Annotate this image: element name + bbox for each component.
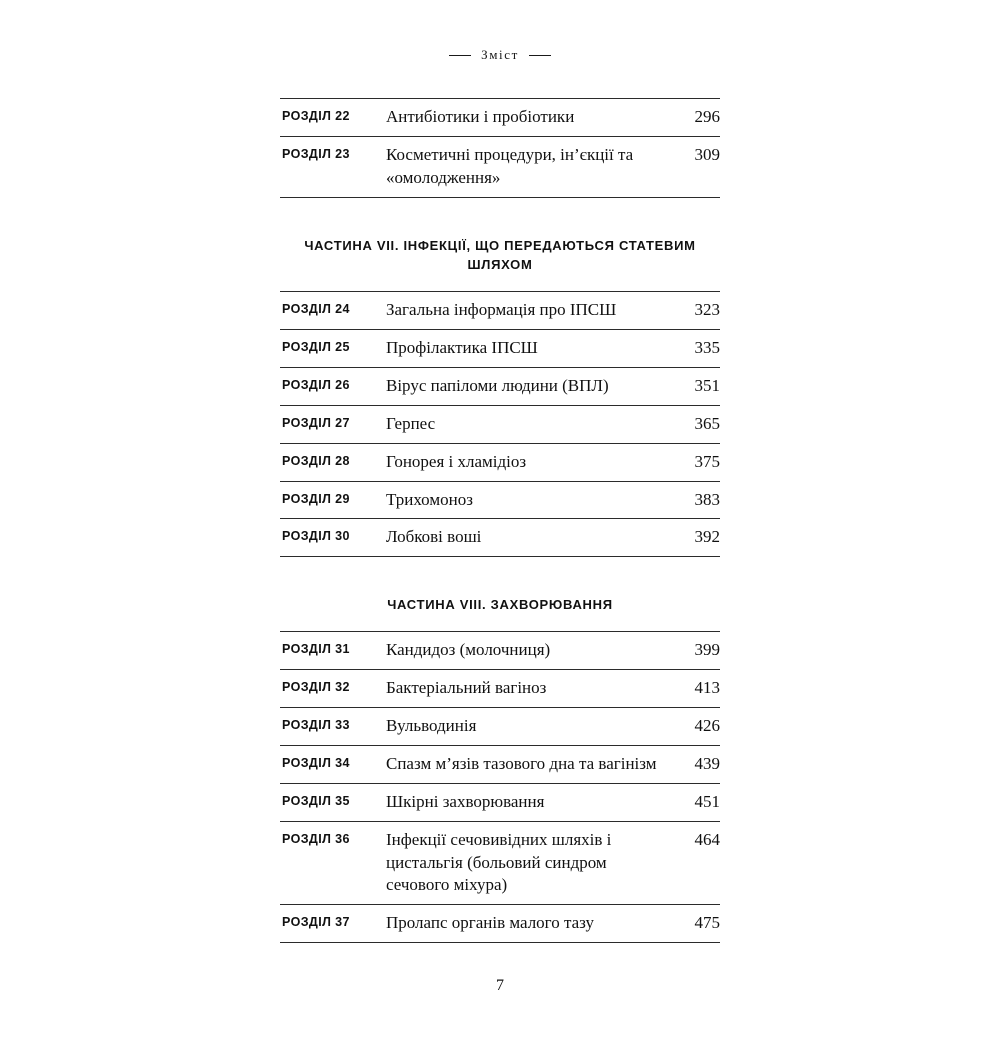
- chapter-title: Вірус папіломи людини (ВПЛ): [386, 375, 609, 395]
- chapter-page: 335: [694, 337, 720, 357]
- chapter-label: РОЗДІЛ 36: [282, 831, 350, 846]
- chapter-title: Гонорея і хламідіоз: [386, 451, 527, 471]
- chapter-label: РОЗДІЛ 31: [282, 641, 350, 656]
- chapter-title: Вульводинія: [386, 715, 477, 735]
- chapter-page: 475: [694, 913, 720, 933]
- table-row[interactable]: [280, 518, 720, 557]
- chapter-label: РОЗДІЛ 37: [282, 915, 350, 930]
- table-row[interactable]: [280, 329, 720, 367]
- table-row[interactable]: [280, 291, 720, 329]
- chapter-label: РОЗДІЛ 35: [282, 793, 350, 808]
- page-number: 7: [496, 977, 504, 994]
- spacer: [280, 557, 720, 595]
- table-row[interactable]: [280, 669, 720, 707]
- chapter-page: 464: [694, 829, 720, 849]
- chapter-page: 296: [694, 107, 720, 126]
- table-row[interactable]: [280, 367, 720, 405]
- chapter-page: 375: [694, 451, 720, 471]
- table-row[interactable]: [280, 631, 720, 669]
- table-row[interactable]: [280, 904, 720, 943]
- table-row[interactable]: [280, 405, 720, 443]
- chapter-title: Шкірні захворювання: [386, 791, 545, 811]
- chapter-label: РОЗДІЛ 25: [282, 339, 350, 354]
- running-head: [0, 47, 1000, 63]
- spacer: [280, 198, 720, 236]
- chapter-page: 351: [694, 375, 720, 395]
- chapter-title: Герпес: [386, 413, 436, 433]
- chapter-page: 392: [694, 527, 720, 547]
- chapter-label: РОЗДІЛ 29: [282, 491, 350, 506]
- chapter-page: 413: [694, 677, 720, 697]
- chapter-label: РОЗДІЛ 30: [282, 529, 350, 544]
- chapter-page: 451: [694, 791, 720, 811]
- chapter-page: 426: [694, 715, 720, 735]
- chapter-title: Інфекції сечовивідних шляхів і цистальгія (больовий синдром сечового міхура): [386, 829, 612, 895]
- table-of-contents: [280, 98, 720, 943]
- chapter-label: РОЗДІЛ 24: [282, 301, 350, 316]
- chapter-label: РОЗДІЛ 22: [282, 109, 350, 123]
- chapter-label: РОЗДІЛ 33: [282, 717, 350, 732]
- chapter-label: РОЗДІЛ 32: [282, 679, 350, 694]
- spacer: [280, 615, 720, 631]
- chapter-title: Трихомоноз: [386, 489, 473, 509]
- table-row[interactable]: [280, 443, 720, 481]
- table-row[interactable]: [280, 783, 720, 821]
- table-row[interactable]: [280, 136, 720, 198]
- table-row[interactable]: [280, 481, 720, 519]
- table-row[interactable]: [280, 707, 720, 745]
- book-page: [0, 47, 1000, 1047]
- rule-left-icon: [449, 55, 471, 56]
- chapter-page: 309: [694, 144, 720, 164]
- chapter-title: Антибіотики і пробіотики: [386, 107, 575, 126]
- chapter-title: Спазм м’язів тазового дна та вагінізм: [386, 753, 657, 773]
- chapter-title: Кандидоз (молочниця): [386, 639, 551, 659]
- table-row[interactable]: [280, 98, 720, 136]
- chapter-page: 439: [694, 753, 720, 773]
- running-head-text: Зміст: [481, 47, 519, 62]
- chapter-title: Пролапс органів малого тазу: [386, 913, 595, 933]
- part-heading: ЧАСТИНА VII. ІНФЕКЦІЇ, ЩО ПЕРЕДАЮТЬСЯ СТАТЕВИМ ШЛЯХОМ: [304, 237, 696, 273]
- rule-right-icon: [529, 55, 551, 56]
- chapter-label: РОЗДІЛ 28: [282, 453, 350, 468]
- table-row[interactable]: [280, 745, 720, 783]
- chapter-page: 365: [694, 413, 720, 433]
- chapter-label: РОЗДІЛ 23: [282, 146, 350, 161]
- chapter-title: Лобкові воші: [386, 527, 482, 547]
- chapter-title: Косметичні процедури, ін’єкції та «омолодження»: [386, 144, 634, 187]
- chapter-label: РОЗДІЛ 26: [282, 377, 350, 392]
- toc-section: [280, 98, 720, 198]
- chapter-title: Загальна інформація про ІПСШ: [386, 299, 617, 319]
- chapter-page: 323: [694, 299, 720, 319]
- chapter-title: Профілактика ІПСШ: [386, 337, 538, 357]
- table-row[interactable]: [280, 821, 720, 905]
- chapter-page: 383: [694, 489, 720, 509]
- toc-section: [280, 631, 720, 943]
- spacer: [280, 275, 720, 291]
- chapter-title: Бактеріальний вагіноз: [386, 677, 547, 697]
- chapter-page: 399: [694, 639, 720, 659]
- part-heading: ЧАСТИНА VIII. ЗАХВОРЮВАННЯ: [387, 597, 613, 613]
- chapter-label: РОЗДІЛ 27: [282, 415, 350, 430]
- chapter-label: РОЗДІЛ 34: [282, 755, 350, 770]
- toc-section: [280, 291, 720, 558]
